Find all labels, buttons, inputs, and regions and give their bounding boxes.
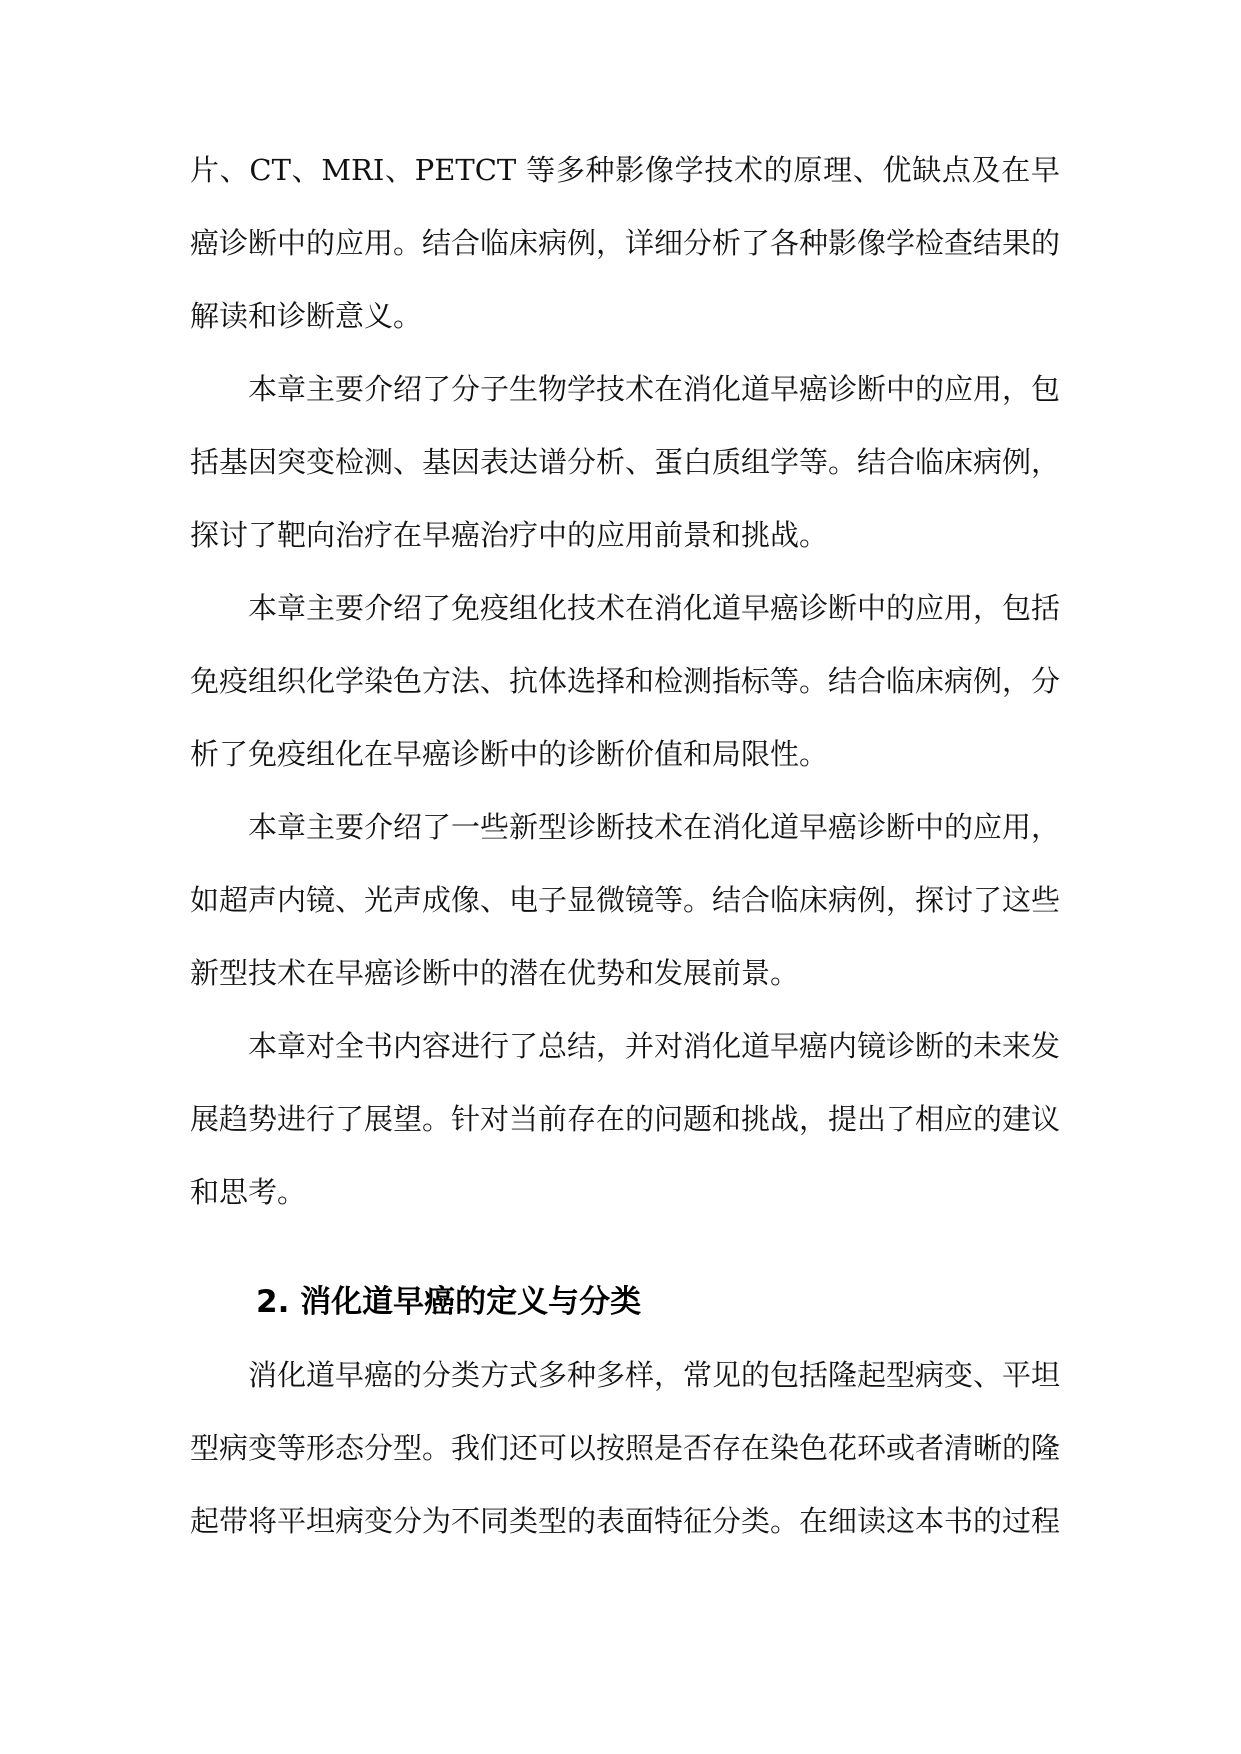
paragraph-summary-outlook: 本章对全书内容进行了总结，并对消化道早癌内镜诊断的未来发展趋势进行了展望。针对当前存在的问题和挑战，提出了相应的建议和思考。 xyxy=(190,1029,1061,1209)
document-body xyxy=(190,134,1060,1558)
paragraph-new-diagnostic-techniques: 本章主要介绍了一些新型诊断技术在消化道早癌诊断中的应用，如超声内镜、光声成像、电子显微镜等。结合临床病例，探讨了这些新型技术在早癌诊断中的潜在优势和发展前景。 xyxy=(190,810,1061,990)
paragraph-immunohistochemistry: 本章主要介绍了免疫组化技术在消化道早癌诊断中的应用，包括免疫组织化学染色方法、抗体选择和检测指标等。结合临床病例，分析了免疫组化在早癌诊断中的诊断价值和局限性。 xyxy=(190,591,1061,771)
section-heading xyxy=(190,1266,1060,1339)
paragraph-molecular-biology: 本章主要介绍了分子生物学技术在消化道早癌诊断中的应用，包括基因突变检测、基因表达谱分析、蛋白质组学等。结合临床病例，探讨了靶向治疗在早癌治疗中的应用前景和挑战。 xyxy=(190,372,1061,552)
paragraph-imaging-techniques: 片、CT、MRI、PETCT 等多种影像学技术的原理、优缺点及在早癌诊断中的应用。结合临床病例，详细分析了各种影像学检查结果的解读和诊断意义。 xyxy=(190,153,1061,333)
heading-spacer xyxy=(190,1229,1060,1266)
paragraph-classification: 消化道早癌的分类方式多种多样，常见的包括隆起型病变、平坦型病变等形态分型。我们还可以按照是否存在染色花环或者清晰的隆起带将平坦病变分为不同类型的表面特征分类。在细读这本书的过程 xyxy=(190,1358,1061,1538)
section-heading-title: 消化道早癌的定义与分类 xyxy=(300,1284,642,1320)
section-heading-number: 2. xyxy=(256,1284,290,1320)
